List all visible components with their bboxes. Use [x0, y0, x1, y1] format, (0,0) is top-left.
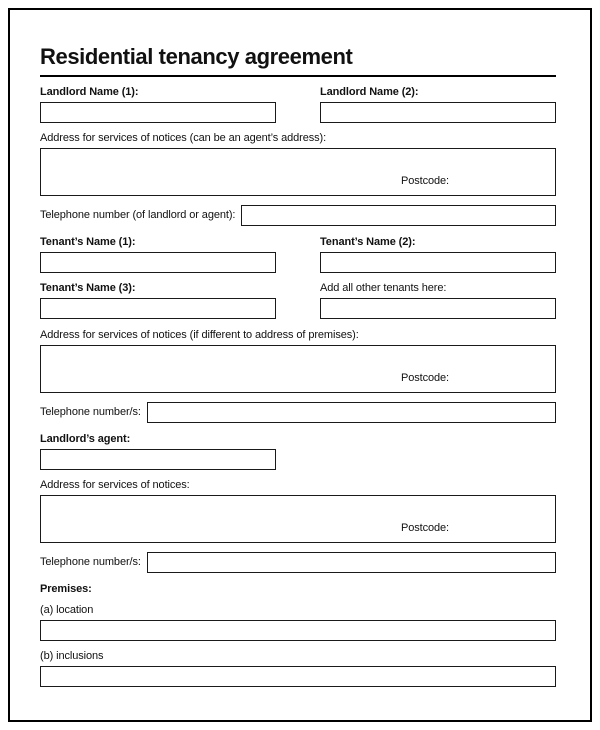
- premises-location-label: (a) location: [40, 604, 94, 616]
- landlord-name-2-label: Landlord Name (2):: [320, 86, 419, 98]
- tenant-phone-row: [40, 402, 556, 423]
- tenant-names-row-1: [40, 236, 556, 273]
- agent-phone-row: [40, 552, 556, 573]
- tenant-address-group: [40, 329, 556, 393]
- landlord-phone-input[interactable]: [241, 205, 556, 226]
- agent-phone-input[interactable]: [147, 552, 556, 573]
- tenant-name-1-input[interactable]: [40, 252, 276, 273]
- tenant-name-1-label: Tenant’s Name (1):: [40, 236, 136, 248]
- landlord-phone-label: Telephone number (of landlord or agent):: [40, 209, 236, 221]
- agent-name-input[interactable]: [40, 449, 276, 470]
- tenant-name-3-label: Tenant’s Name (3):: [40, 282, 136, 294]
- premises-inclusions-group: [40, 650, 556, 687]
- other-tenants-input[interactable]: [320, 298, 556, 319]
- agent-group: [40, 433, 556, 470]
- tenant-address-label: Address for services of notices (if different to address of premises):: [40, 329, 359, 341]
- premises-heading: Premises:: [40, 583, 92, 595]
- premises-inclusions-label: (b) inclusions: [40, 650, 104, 662]
- agent-address-label: Address for services of notices:: [40, 479, 190, 491]
- landlord-postcode-label: Postcode:: [400, 175, 449, 187]
- premises-location-input[interactable]: [40, 620, 556, 641]
- tenant-postcode-label: Postcode:: [400, 372, 449, 384]
- landlord-address-group: [40, 132, 556, 196]
- tenant-name-3-input[interactable]: [40, 298, 276, 319]
- landlord-name-2-input[interactable]: [320, 102, 556, 123]
- page-title: Residential tenancy agreement: [40, 44, 556, 77]
- tenant-address-box[interactable]: [40, 345, 556, 393]
- agent-phone-label: Telephone number/s:: [40, 556, 141, 568]
- premises-inclusions-input[interactable]: [40, 666, 556, 687]
- landlord-address-label: Address for services of notices (can be an agent’s address):: [40, 132, 327, 144]
- agent-label: Landlord’s agent:: [40, 433, 131, 445]
- landlord-names-row: [40, 86, 556, 123]
- premises-location-group: [40, 604, 556, 641]
- tenant-name-2-input[interactable]: [320, 252, 556, 273]
- landlord-name-1-label: Landlord Name (1):: [40, 86, 139, 98]
- agent-address-group: [40, 479, 556, 543]
- other-tenants-label: Add all other tenants here:: [320, 282, 447, 294]
- tenant-phone-label: Telephone number/s:: [40, 406, 141, 418]
- tenant-name-2-label: Tenant’s Name (2):: [320, 236, 416, 248]
- landlord-phone-row: [40, 205, 556, 226]
- agent-postcode-label: Postcode:: [400, 522, 449, 534]
- form-body: [40, 86, 556, 687]
- agent-address-box[interactable]: [40, 495, 556, 543]
- landlord-address-box[interactable]: [40, 148, 556, 196]
- form-page: [8, 8, 592, 722]
- landlord-name-1-input[interactable]: [40, 102, 276, 123]
- tenant-phone-input[interactable]: [147, 402, 556, 423]
- tenant-names-row-2: [40, 282, 556, 319]
